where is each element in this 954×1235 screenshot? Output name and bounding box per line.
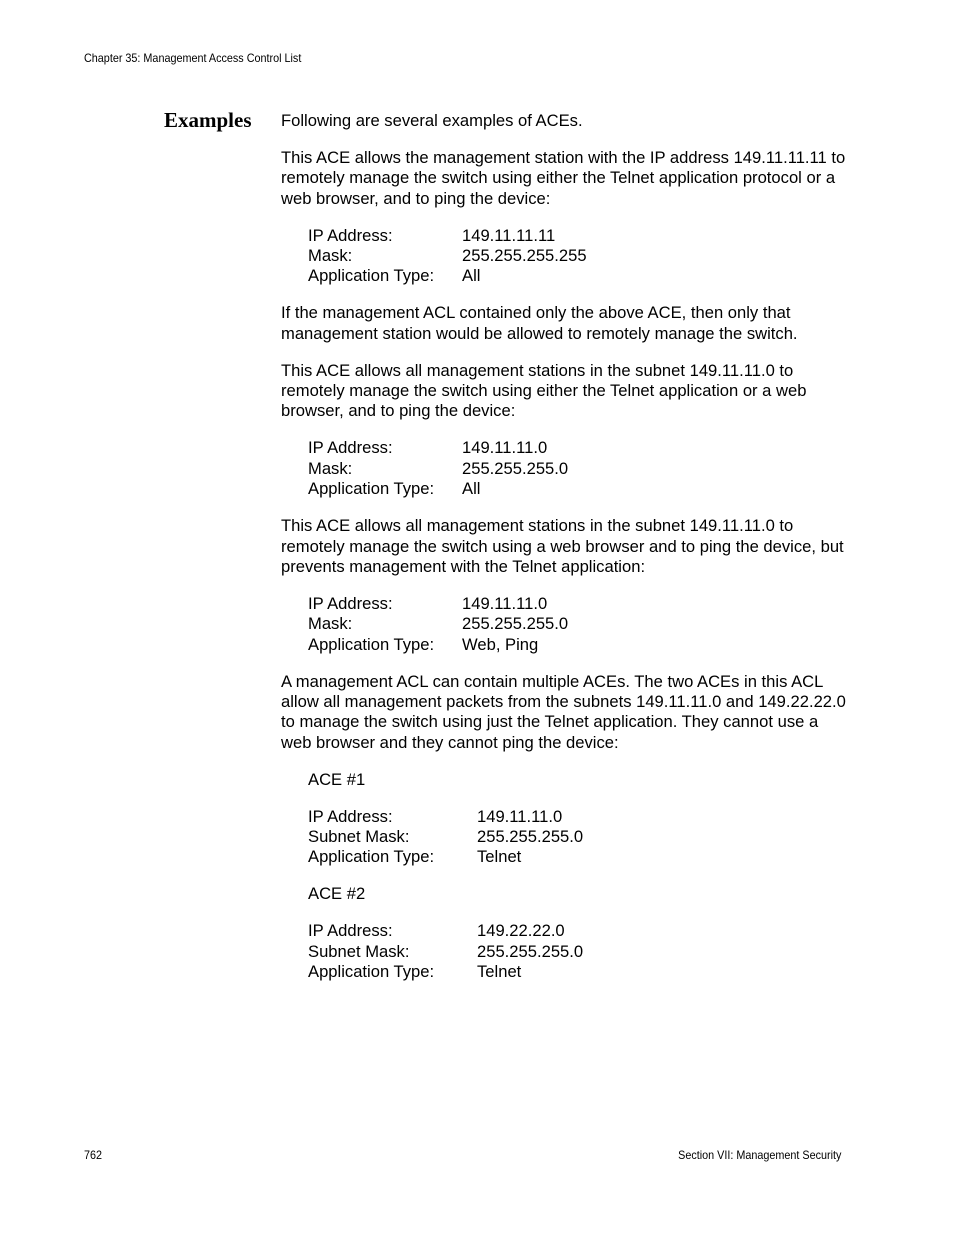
field-row [308,921,583,941]
field-value: 149.22.22.0 [477,921,565,941]
field-value: Web, Ping [462,634,539,654]
field-value: 255.255.255.0 [462,458,569,478]
intro-paragraph: Following are several examples of ACEs. [281,111,583,130]
example-3-fields [308,594,568,655]
field-row [308,459,568,479]
field-row [308,594,568,614]
field-label: IP Address: [308,225,393,245]
field-value: 149.11.11.0 [462,593,548,613]
example-4-paragraph: A management ACL can contain multiple ACEs. The two ACEs in this ACL allow all management packets from the subnets 149.11.11.0 and 149.22.22.0 to manage the switch using just the Telnet application. They cannot use a web browser and they cannot ping the device: [281,671,846,752]
field-label: Subnet Mask: [308,941,410,961]
field-row [308,827,583,847]
field-value: 149.11.11.0 [462,438,548,458]
field-label: IP Address: [308,438,393,458]
example-2-fields [308,438,568,499]
field-label: Application Type: [308,847,435,867]
field-label: Subnet Mask: [308,826,410,846]
field-value: 255.255.255.0 [477,941,584,961]
field-value: 255.255.255.255 [462,246,587,266]
field-value: 255.255.255.0 [477,826,584,846]
field-value: All [462,479,481,499]
ace-2-title: ACE #2 [308,884,366,904]
field-row [308,226,587,246]
field-row [308,847,583,867]
field-label: Application Type: [308,634,435,654]
field-value: 149.11.11.0 [477,806,563,826]
field-label: Application Type: [308,479,435,499]
body-content [281,111,847,999]
field-label: IP Address: [308,921,393,941]
section-heading: Examples [164,108,252,132]
example-2-paragraph: This ACE allows all management stations in the subnet 149.11.11.0 to remotely manage the switch using either the Telnet application or a web browser, and to ping the device: [281,360,807,421]
field-value: All [462,266,481,286]
field-label: Mask: [308,614,353,634]
ace-1-title: ACE #1 [308,769,366,789]
field-row [308,479,568,499]
field-row [308,246,587,266]
field-label: Mask: [308,246,353,266]
field-label: Application Type: [308,266,435,286]
example-3-paragraph: This ACE allows all management stations in the subnet 149.11.11.0 to remotely manage the switch using a web browser and to ping the device, but prevents management with the Telnet application: [281,516,844,576]
field-row [308,635,568,655]
field-row [308,438,568,458]
example-1-note: If the management ACL contained only the above ACE, then only that management station would be allowed to remotely manage the switch. [281,303,798,343]
field-value: 149.11.11.11 [462,225,556,245]
field-row [308,942,583,962]
running-footer: Section VII: Management Security [677,1148,841,1162]
field-label: Mask: [308,458,353,478]
page-number: 762 [84,1148,103,1162]
field-label: Application Type: [308,962,435,981]
ace-1-fields [308,807,583,868]
field-row [308,266,587,286]
field-value: 255.255.255.0 [462,614,569,634]
field-label: IP Address: [308,593,393,613]
field-row [308,807,583,827]
field-label: IP Address: [308,806,393,826]
field-row [308,614,568,634]
field-value: Telnet [477,847,522,867]
running-header: Chapter 35: Management Access Control List [84,51,302,65]
field-row [308,962,583,982]
field-value: Telnet [477,962,522,981]
example-1-paragraph: This ACE allows the management station with the IP address 149.11.11.11 to remotely manage the switch using either the Telnet application protocol or a web browser, and to ping the device: [281,147,846,208]
ace-2-fields [308,921,583,982]
example-1-fields [308,226,587,287]
